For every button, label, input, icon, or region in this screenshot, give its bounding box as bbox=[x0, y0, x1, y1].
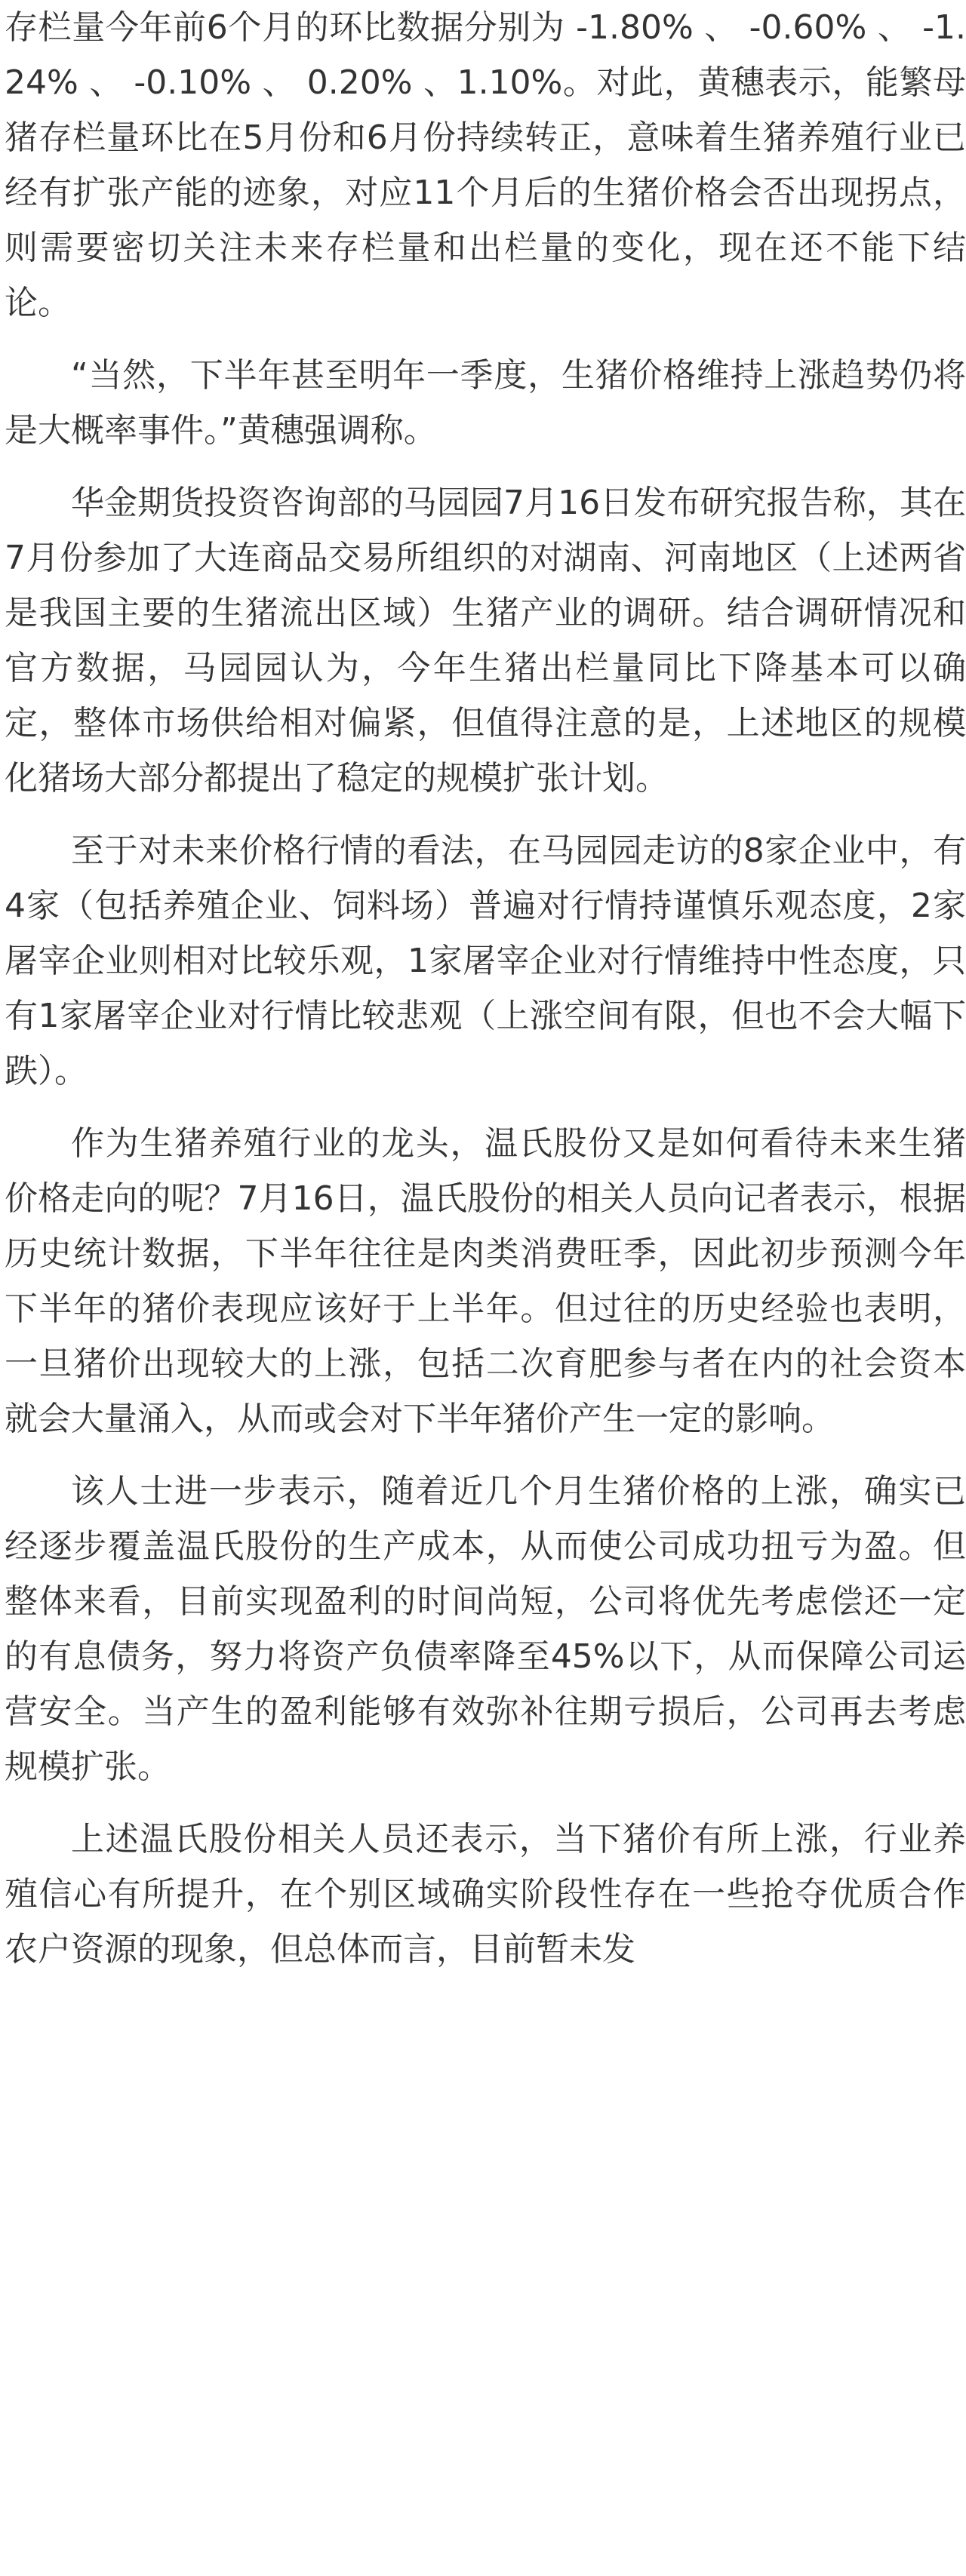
article-paragraph: 存栏量今年前6个月的环比数据分别为 -1.80% 、 -0.60% 、 -1.24% 、 -0.10% 、 0.20% 、1.10%。对此，黄穗表示，能繁母猪存栏量环比在5月份和6月份持续转正，意味着生猪养殖行业已经有扩张产能的迹象，对应11个月后的生猪价格会否出现拐点，则需要密切关注未来存栏量和出栏量的变化，现在还不能下结论。 bbox=[5, 8, 966, 322]
article-paragraph: “当然，下半年甚至明年一季度，生猪价格维持上涨趋势仍将是大概率事件。”黄穗强调称。 bbox=[5, 356, 966, 450]
article-paragraph: 上述温氏股份相关人员还表示，当下猪价有所上涨，行业养殖信心有所提升，在个别区域确实阶段性存在一些抢夺优质合作农户资源的现象，但总体而言，目前暂未发 bbox=[5, 1820, 966, 1969]
article-paragraph: 华金期货投资咨询部的马园园7月16日发布研究报告称，其在7月份参加了大连商品交易所组织的对湖南、河南地区（上述两省是我国主要的生猪流出区域）生猪产业的调研。结合调研情况和官方数据，马园园认为，今年生猪出栏量同比下降基本可以确定，整体市场供给相对偏紧，但值得注意的是，上述地区的规模化猪场大部分都提出了稳定的规模扩张计划。 bbox=[5, 484, 966, 798]
article-paragraph: 该人士进一步表示，随着近几个月生猪价格的上涨，确实已经逐步覆盖温氏股份的生产成本，从而使公司成功扭亏为盈。但整体来看，目前实现盈利的时间尚短，公司将优先考虑偿还一定的有息债务，努力将资产负债率降至45%以下，从而保障公司运营安全。当产生的盈利能够有效弥补往期亏损后，公司再去考虑规模扩张。 bbox=[5, 1472, 966, 1786]
article-paragraph: 作为生猪养殖行业的龙头，温氏股份又是如何看待未来生猪价格走向的呢？7月16日，温氏股份的相关人员向记者表示，根据历史统计数据，下半年往往是肉类消费旺季，因此初步预测今年下半年的猪价表现应该好于上半年。但过往的历史经验也表明，一旦猪价出现较大的上涨，包括二次育肥参与者在内的社会资本就会大量涌入，从而或会对下半年猪价产生一定的影响。 bbox=[5, 1124, 966, 1438]
article-paragraph: 至于对未来价格行情的看法，在马园园走访的8家企业中，有4家（包括养殖企业、饲料场）普遍对行情持谨慎乐观态度，2家屠宰企业则相对比较乐观，1家屠宰企业对行情维持中性态度，只有1家屠宰企业对行情比较悲观（上涨空间有限，但也不会大幅下跌）。 bbox=[5, 832, 966, 1090]
